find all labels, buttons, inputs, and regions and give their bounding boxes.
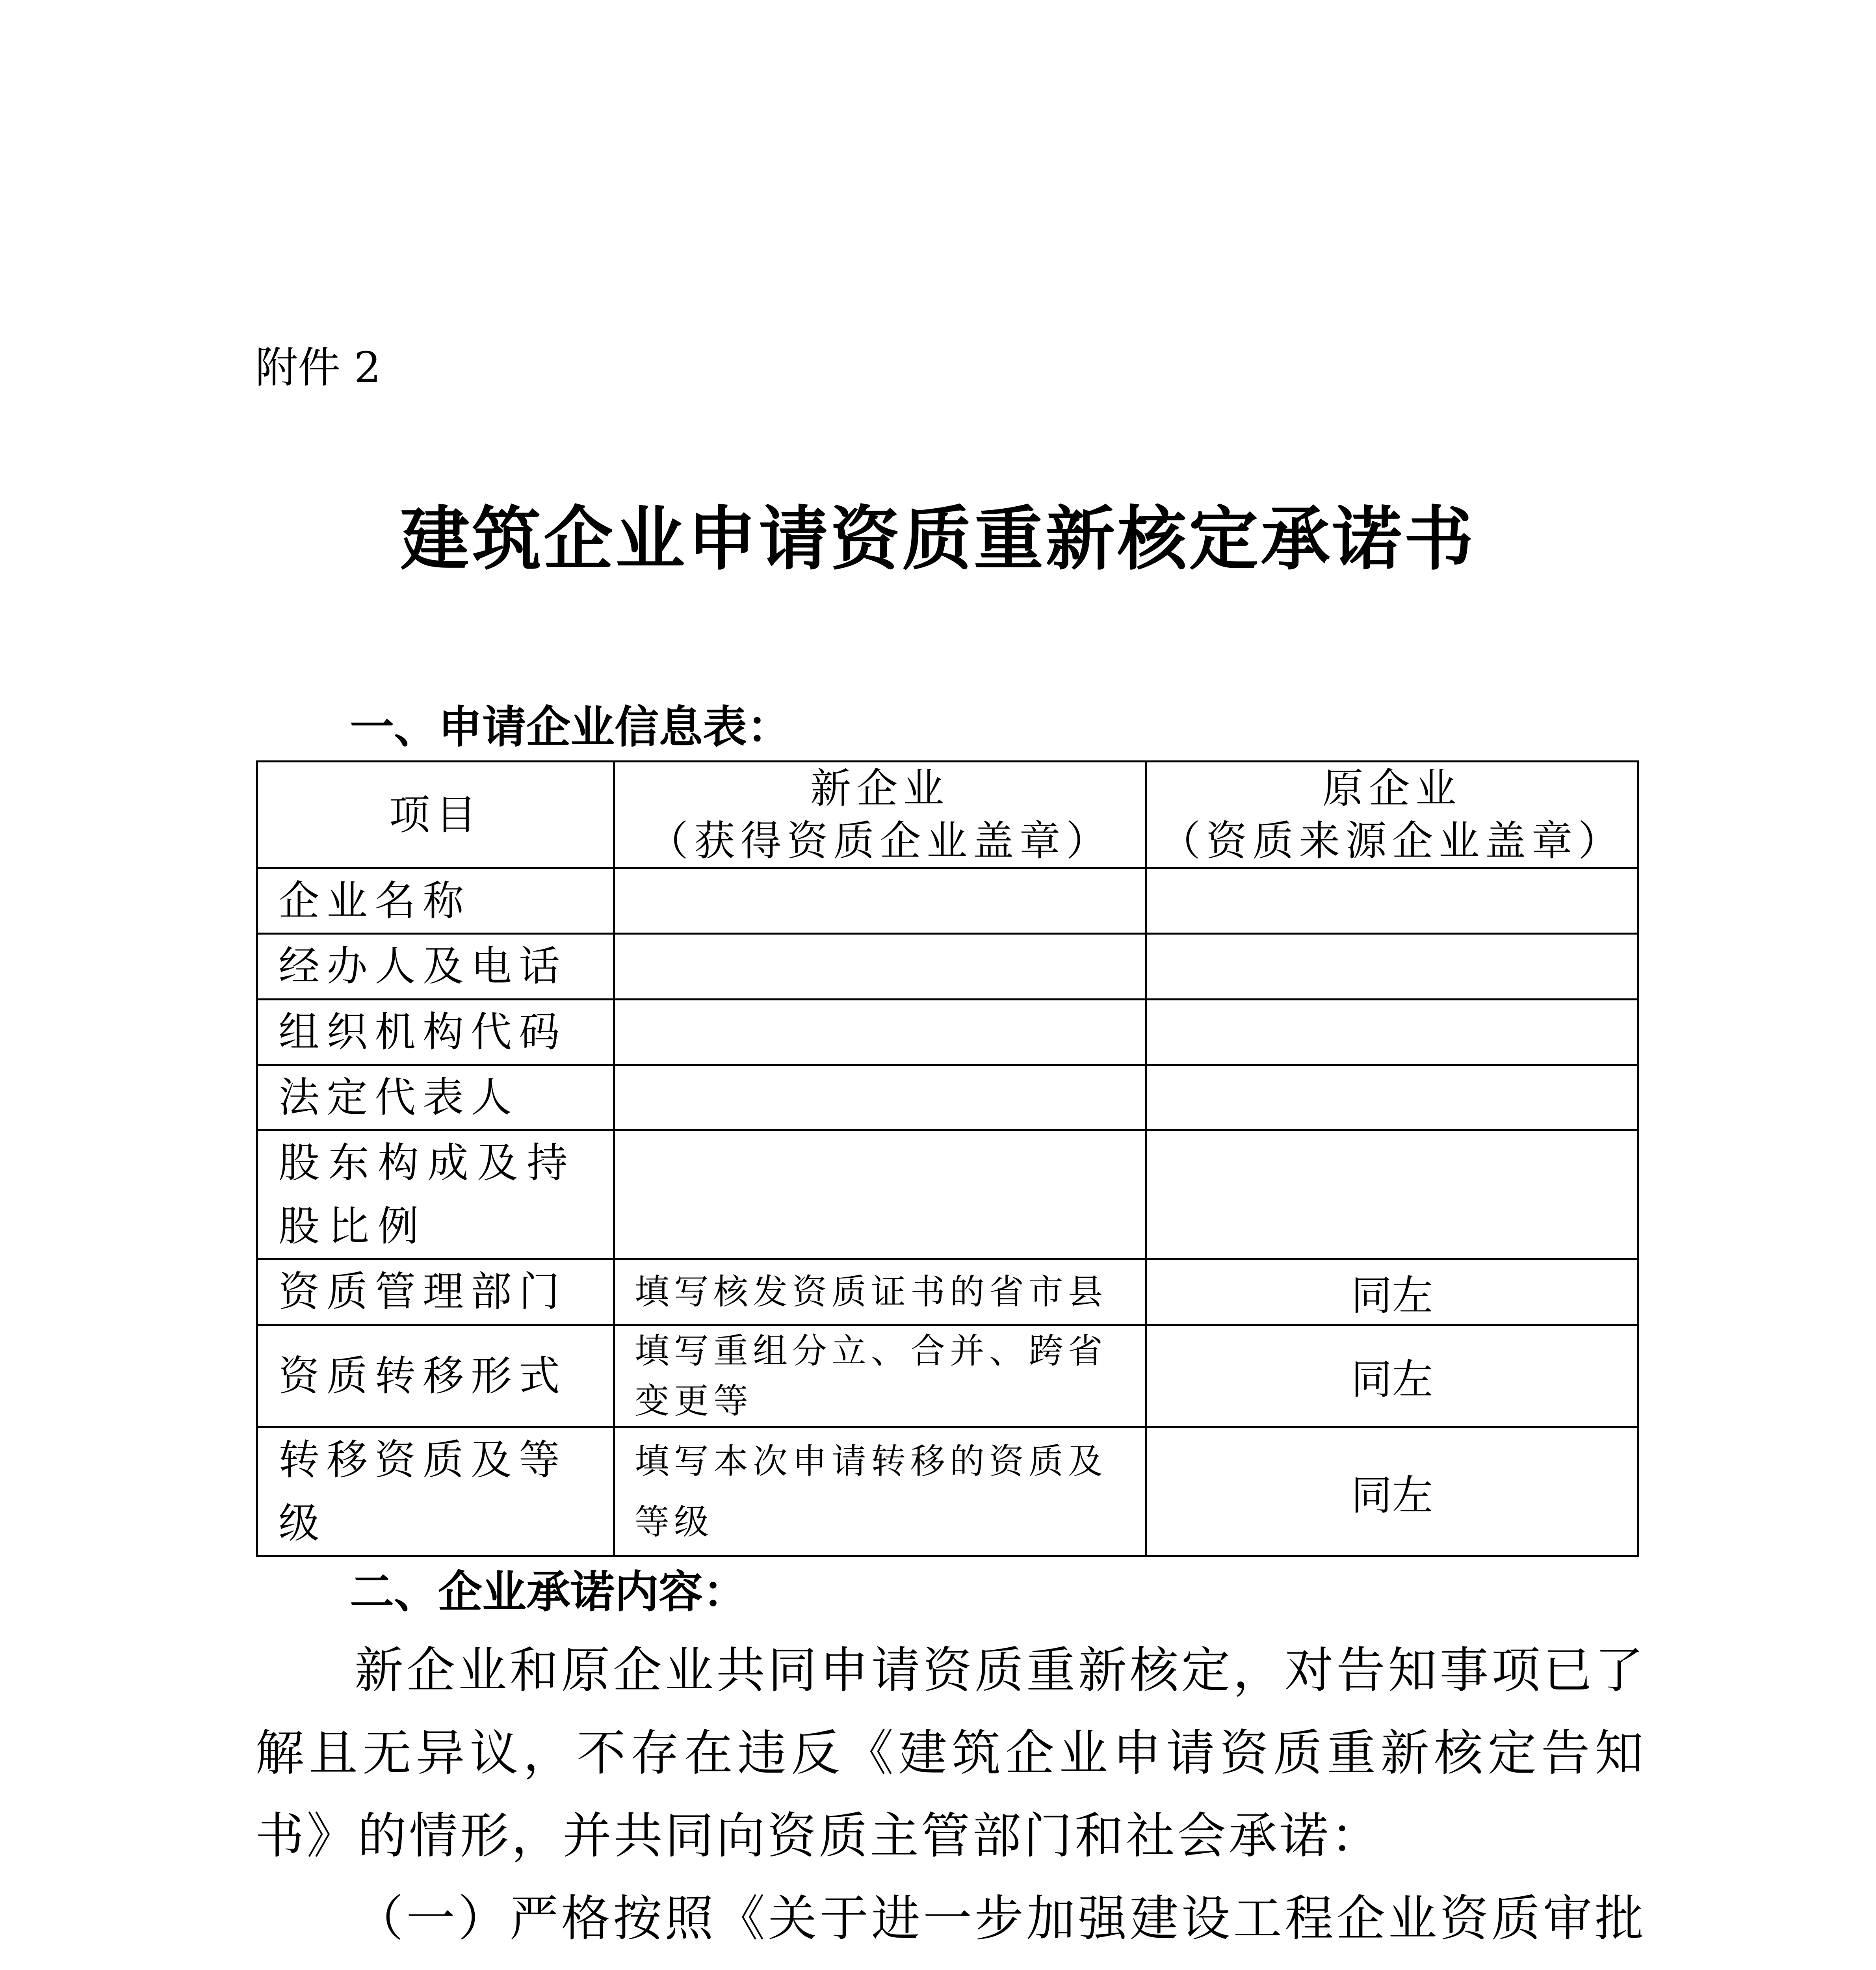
orig-company-same: 同左 — [1146, 1427, 1638, 1556]
new-company-hint: 填写本次申请转移的资质及等级 — [614, 1427, 1146, 1556]
section-heading-info: 一、申请企业信息表： — [350, 702, 791, 753]
orig-company-same: 同左 — [1146, 1325, 1638, 1427]
table-row — [257, 999, 1638, 1065]
new-company-cell[interactable] — [614, 999, 1146, 1065]
table-row — [257, 934, 1638, 999]
header-orig-company — [1146, 762, 1638, 868]
row-label: 资质管理部门 — [257, 1259, 614, 1325]
commitment-paragraph: 新企业和原企业共同申请资质重新核定，对告知事项已了解且无异议，不存在违反《建筑企业申请资质重新核定告知书》的情形，并共同向资质主管部门和社会承诺： — [255, 1642, 1646, 1864]
row-label: 企业名称 — [257, 868, 614, 934]
new-company-hint: 填写重组分立、合并、跨省变更等 — [614, 1325, 1146, 1427]
orig-company-cell[interactable] — [1146, 868, 1638, 934]
row-label: 组织机构代码 — [257, 999, 614, 1065]
row-label: 资质转移形式 — [257, 1325, 614, 1427]
header-orig-title: 原企业 — [1322, 764, 1462, 812]
commitment-body — [255, 1629, 1646, 1970]
header-new-company — [614, 762, 1146, 868]
new-company-cell[interactable] — [614, 1130, 1146, 1259]
header-new-title: 新企业 — [810, 764, 950, 812]
orig-company-cell[interactable] — [1146, 1065, 1638, 1130]
attachment-label: 附件 2 — [255, 343, 381, 392]
info-table — [256, 760, 1639, 1557]
orig-company-cell[interactable] — [1146, 999, 1638, 1065]
table-row — [257, 1325, 1638, 1427]
table-row — [257, 868, 1638, 934]
table-row — [257, 1130, 1638, 1259]
document-title: 建筑企业申请资质重新核定承诺书 — [400, 498, 1476, 580]
orig-company-cell[interactable] — [1146, 934, 1638, 999]
new-company-cell[interactable] — [614, 868, 1146, 934]
row-label: 经办人及电话 — [257, 934, 614, 999]
orig-company-same: 同左 — [1146, 1259, 1638, 1325]
table-row — [257, 1427, 1638, 1556]
table-row — [257, 1259, 1638, 1325]
section-heading-commitment: 二、企业承诺内容： — [350, 1567, 747, 1618]
new-company-cell[interactable] — [614, 1065, 1146, 1130]
header-new-note: （获得资质企业盖章） — [647, 817, 1113, 865]
new-company-hint: 填写核发资质证书的省市县 — [614, 1259, 1146, 1325]
row-label: 法定代表人 — [257, 1065, 614, 1130]
table-header-row — [257, 762, 1638, 868]
row-label: 转移资质及等级 — [257, 1427, 614, 1556]
header-item: 项目 — [257, 762, 614, 868]
orig-company-cell[interactable] — [1146, 1130, 1638, 1259]
commitment-paragraph: （一）严格按照《关于进一步加强建设工程企业资质审批 — [355, 1890, 1646, 1947]
row-label: 股东构成及持股比例 — [257, 1130, 614, 1259]
header-orig-note: （资质来源企业盖章） — [1159, 817, 1625, 865]
new-company-cell[interactable] — [614, 934, 1146, 999]
table-row — [257, 1065, 1638, 1130]
